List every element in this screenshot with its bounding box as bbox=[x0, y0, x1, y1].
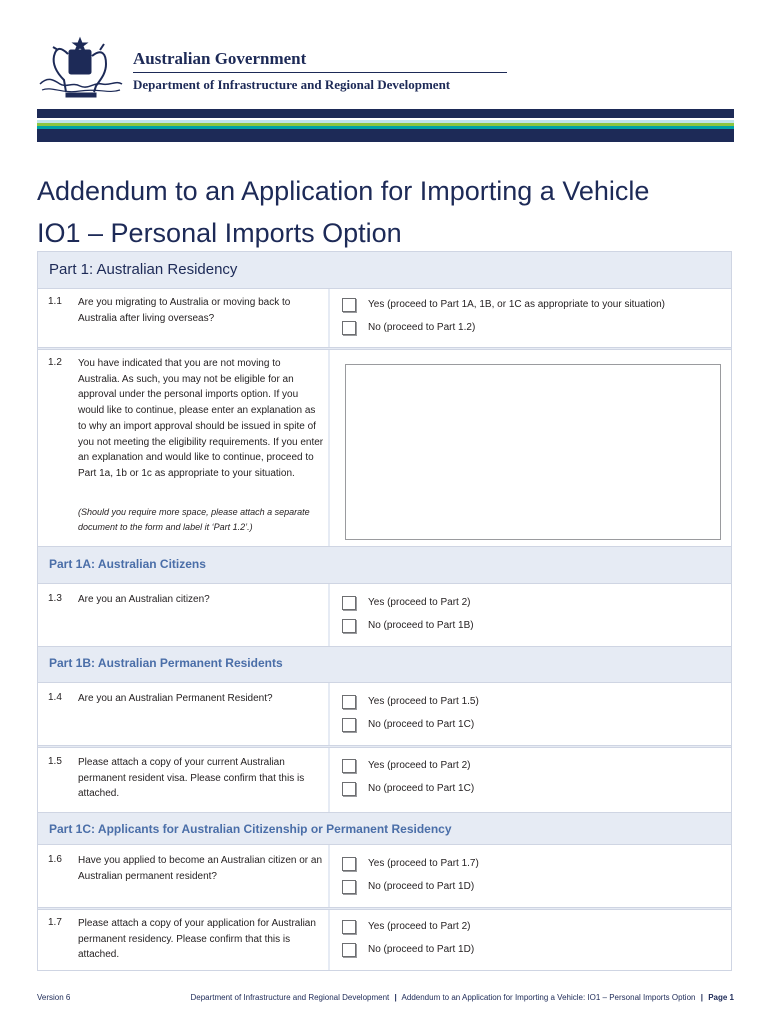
checkbox-yes-1-1[interactable] bbox=[342, 298, 356, 312]
footer-version: Version 6 bbox=[37, 993, 71, 1002]
question-number: 1.2 bbox=[48, 357, 62, 368]
answer-cell bbox=[330, 910, 731, 970]
footer-info bbox=[190, 993, 734, 1002]
question-row-1-1 bbox=[38, 288, 731, 348]
question-number: 1.4 bbox=[48, 692, 62, 703]
answer-cell bbox=[330, 845, 731, 907]
footer-document-name: Addendum to an Application for Importing a Vehicle: IO1 – Personal Imports Option bbox=[401, 993, 696, 1002]
document-title-line-1: Addendum to an Application for Importing a Vehicle bbox=[37, 176, 650, 206]
checkbox-no-1-3[interactable] bbox=[342, 619, 356, 633]
form-panel bbox=[37, 251, 732, 971]
question-number: 1.5 bbox=[48, 756, 62, 767]
checkbox-yes-1-3[interactable] bbox=[342, 596, 356, 610]
question-cell bbox=[38, 584, 328, 646]
answer-cell bbox=[330, 584, 731, 646]
document-title-line-2: IO1 – Personal Imports Option bbox=[37, 218, 402, 248]
explanation-textarea[interactable] bbox=[345, 364, 721, 540]
question-cell bbox=[38, 845, 328, 907]
question-cell bbox=[38, 748, 328, 812]
option-label: No (proceed to Part 1B) bbox=[368, 620, 474, 631]
question-text: Please attach a copy of your application for Australian permanent residency. Please confirm that this is attached. bbox=[78, 918, 316, 961]
question-number: 1.1 bbox=[48, 296, 62, 307]
question-text: Are you an Australian Permanent Resident? bbox=[78, 693, 273, 704]
option-label: Yes (proceed to Part 1A, 1B, or 1C as appropriate to your situation) bbox=[368, 299, 666, 310]
checkbox-no-1-5[interactable] bbox=[342, 782, 356, 796]
footer-separator: | bbox=[700, 993, 703, 1002]
option-label: No (proceed to Part 1D) bbox=[368, 881, 475, 892]
question-row-1-2 bbox=[38, 349, 731, 547]
checkbox-yes-1-6[interactable] bbox=[342, 857, 356, 871]
coat-of-arms-icon bbox=[36, 36, 126, 98]
question-text: Please attach a copy of your current Australian permanent resident visa. Please confirm that this is attached. bbox=[78, 757, 305, 800]
department-name: Department of Infrastructure and Regional Development bbox=[133, 77, 451, 92]
government-name: Australian Government bbox=[133, 49, 307, 68]
answer-cell bbox=[330, 289, 731, 347]
checkbox-no-1-1[interactable] bbox=[342, 321, 356, 335]
question-cell bbox=[38, 289, 328, 347]
option-label: No (proceed to Part 1C) bbox=[368, 783, 475, 794]
checkbox-no-1-7[interactable] bbox=[342, 943, 356, 957]
part-1c-title: Part 1C: Applicants for Australian Citizenship or Permanent Residency bbox=[49, 822, 452, 836]
header-divider bbox=[133, 72, 507, 73]
question-cell bbox=[38, 350, 328, 546]
question-text: Are you an Australian citizen? bbox=[78, 594, 210, 605]
footer-page-number: Page 1 bbox=[708, 993, 734, 1002]
checkbox-no-1-6[interactable] bbox=[342, 880, 356, 894]
footer-department: Department of Infrastructure and Regional Development bbox=[190, 993, 390, 1002]
checkbox-yes-1-4[interactable] bbox=[342, 695, 356, 709]
question-row-1-5 bbox=[38, 747, 731, 813]
document-title bbox=[37, 170, 649, 254]
part-1-title: Part 1: Australian Residency bbox=[49, 261, 238, 278]
option-label: No (proceed to Part 1D) bbox=[368, 944, 475, 955]
header-stripe-band bbox=[37, 109, 734, 142]
option-label: No (proceed to Part 1C) bbox=[368, 719, 475, 730]
question-number: 1.3 bbox=[48, 593, 62, 604]
question-number: 1.6 bbox=[48, 854, 62, 865]
answer-cell bbox=[330, 350, 731, 546]
question-note: (Should you require more space, please attach a separate document to the form and label it ‘Part 1.2’.) bbox=[78, 507, 310, 532]
checkbox-yes-1-7[interactable] bbox=[342, 920, 356, 934]
question-cell bbox=[38, 683, 328, 745]
question-row-1-4 bbox=[38, 682, 731, 746]
option-label: Yes (proceed to Part 2) bbox=[368, 597, 471, 608]
option-label: Yes (proceed to Part 1.7) bbox=[368, 858, 479, 869]
answer-cell bbox=[330, 748, 731, 812]
question-text: Are you migrating to Australia or moving back to Australia after living overseas? bbox=[78, 297, 291, 324]
part-1a-title: Part 1A: Australian Citizens bbox=[49, 557, 206, 571]
question-text: Have you applied to become an Australian citizen or an Australian permanent resident? bbox=[78, 855, 323, 882]
part-1b-title: Part 1B: Australian Permanent Residents bbox=[49, 656, 283, 670]
option-label: Yes (proceed to Part 1.5) bbox=[368, 696, 479, 707]
question-row-1-3 bbox=[38, 583, 731, 647]
question-number: 1.7 bbox=[48, 917, 62, 928]
footer-separator: | bbox=[394, 993, 397, 1002]
option-label: Yes (proceed to Part 2) bbox=[368, 921, 471, 932]
question-text: You have indicated that you are not moving to Australia. As such, you may not be eligible for an approval under the personal imports option. If you would like to continue, please enter an explanation as to why an import approval should be issued in spite of you not meeting the eligibility requirements. If you enter an explanation and would like to continue, proceed to Part 1a, 1b or 1c as appropriate to your situation. bbox=[78, 358, 324, 479]
page-header bbox=[36, 36, 736, 100]
option-label: Yes (proceed to Part 2) bbox=[368, 760, 471, 771]
question-row-1-6 bbox=[38, 844, 731, 908]
question-cell bbox=[38, 910, 328, 970]
question-row-1-7 bbox=[38, 909, 731, 971]
option-label: No (proceed to Part 1.2) bbox=[368, 322, 476, 333]
answer-cell bbox=[330, 683, 731, 745]
checkbox-yes-1-5[interactable] bbox=[342, 759, 356, 773]
checkbox-no-1-4[interactable] bbox=[342, 718, 356, 732]
